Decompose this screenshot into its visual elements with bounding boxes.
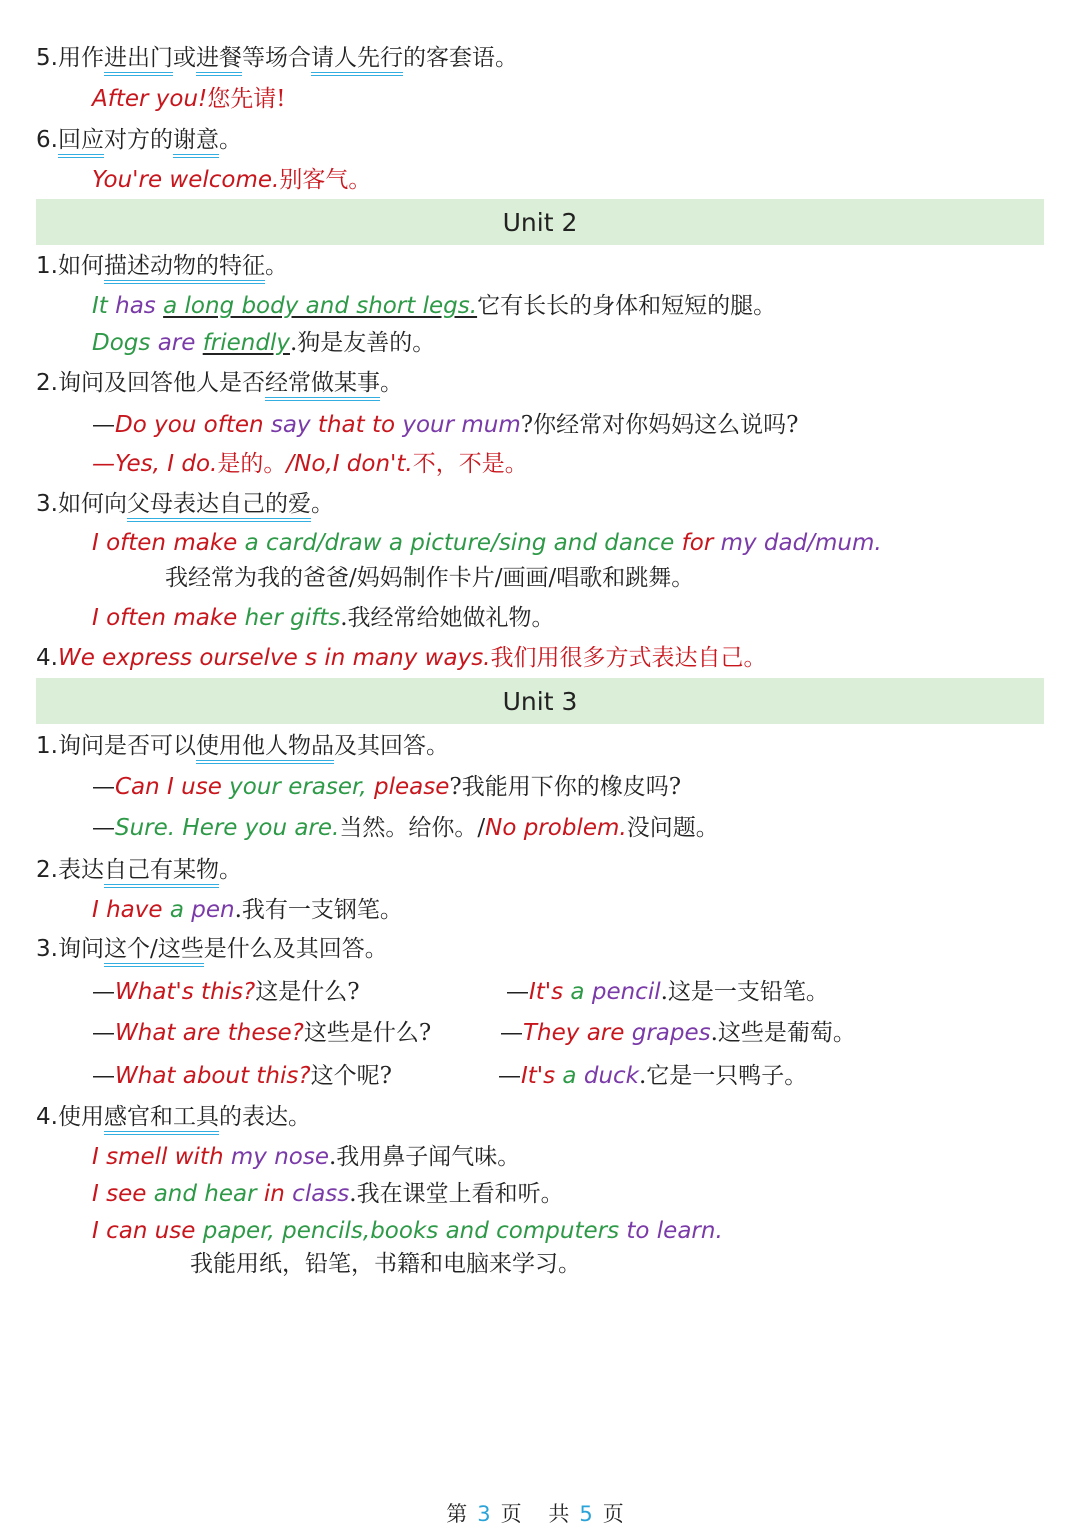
dialogue-question: —Can I use your eraser, please?我能用下你的橡皮吗? — [92, 774, 682, 800]
section-heading: 3.询问这个/这些是什么及其回答。 — [36, 934, 388, 964]
unit-title: Unit 3 — [502, 686, 578, 716]
unit-title-bar — [36, 199, 1044, 245]
section-heading: 1.如何描述动物的特征。 — [36, 251, 288, 281]
dialogue-answer: —Sure. Here you are.当然。给你。/No problem.没问题。 — [92, 815, 719, 841]
unit-title-bar — [36, 678, 1044, 724]
total-pages: 5 — [579, 1502, 603, 1526]
section-heading: 2.询问及回答他人是否经常做某事。 — [36, 368, 403, 398]
section-heading: 3.如何向父母表达自己的爱。 — [36, 489, 334, 519]
example-sentence: I often make a card/draw a picture/sing and dance for my dad/mum. — [92, 530, 882, 556]
dialogue-answer: —Yes, I do.是的。/No,I don't.不，不是。 — [92, 451, 528, 477]
dialogue-answer: —They are grapes.这些是葡萄。 — [500, 1020, 856, 1046]
example-sentence: After you!您先请! — [92, 86, 286, 112]
example-sentence: I often make her gifts.我经常给她做礼物。 — [92, 605, 555, 631]
section-heading: 5.用作进出门或进餐等场合请人先行的客套语。 — [36, 43, 518, 73]
section-heading: 4.We express ourselve s in many ways.我们用很多方式表达自己。 — [36, 645, 767, 671]
example-sentence: I have a pen.我有一支钢笔。 — [92, 897, 403, 923]
example-sentence: I smell with my nose.我用鼻子闻气味。 — [92, 1144, 521, 1170]
example-sentence: Dogs are friendly.狗是友善的。 — [92, 330, 436, 356]
translation: 我能用纸，铅笔，书籍和电脑来学习。 — [190, 1251, 581, 1277]
example-sentence: I can use paper, pencils,books and computers to learn. — [92, 1218, 723, 1244]
example-sentence: You're welcome.别客气。 — [92, 167, 372, 193]
example-sentence: It has a long body and short legs.它有长长的身体和短短的腿。 — [92, 293, 777, 319]
dialogue-question: —What about this?这个呢? — [92, 1063, 392, 1089]
unit-title: Unit 2 — [502, 207, 578, 237]
dialogue-answer: —It's a duck.它是一只鸭子。 — [498, 1063, 808, 1089]
example-sentence: I see and hear in class.我在课堂上看和听。 — [92, 1181, 564, 1207]
section-heading: 2.表达自己有某物。 — [36, 855, 242, 885]
section-heading: 1.询问是否可以使用他人物品及其回答。 — [36, 731, 449, 761]
section-heading: 6.回应对方的谢意。 — [36, 125, 242, 155]
page-footer: 第3页 共5页 — [446, 1502, 634, 1526]
dialogue-question: —What are these?这些是什么? — [92, 1020, 432, 1046]
translation: 我经常为我的爸爸/妈妈制作卡片/画画/唱歌和跳舞。 — [165, 565, 695, 591]
dialogue-question: —Do you often say that to your mum?你经常对你妈妈这么说吗? — [92, 412, 799, 438]
dialogue-question: —What's this?这是什么? — [92, 979, 360, 1005]
dialogue-answer: —It's a pencil.这是一支铅笔。 — [506, 979, 829, 1005]
section-heading: 4.使用感官和工具的表达。 — [36, 1102, 311, 1132]
current-page: 3 — [477, 1502, 501, 1526]
